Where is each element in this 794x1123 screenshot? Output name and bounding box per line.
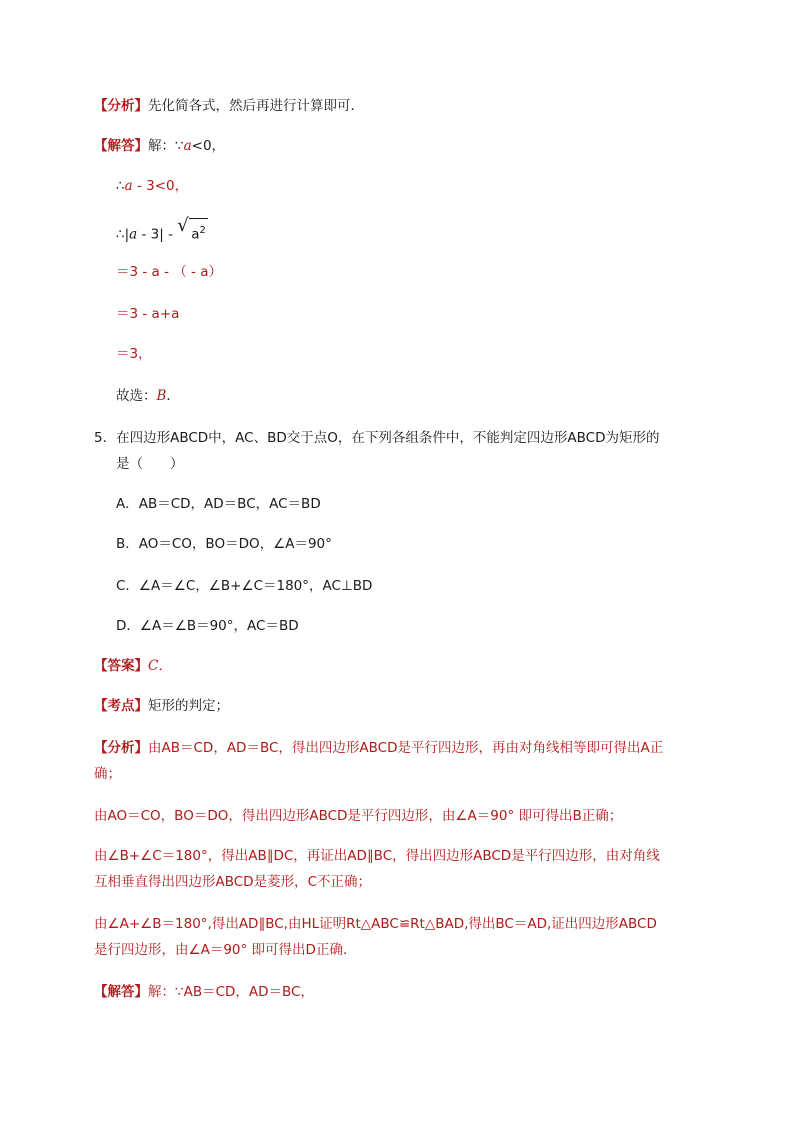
lt-zero: <0， [191, 138, 226, 154]
choose-answer: B [156, 388, 167, 404]
analysis-2-line-1 [94, 738, 663, 758]
therefore-symbol: ∴ [116, 178, 125, 194]
solution-intro: 解：∵ [148, 138, 184, 154]
option-a: A．AB＝CD，AD＝BC，AC＝BD [116, 496, 321, 512]
step1-var: a [124, 178, 133, 194]
solution-step-5: ＝3， [116, 346, 152, 362]
option-d: D．∠A＝∠B＝90°，AC＝BD [116, 618, 299, 634]
question-number: 5． [94, 430, 117, 446]
analysis-1 [94, 96, 364, 116]
analysis-2-line-5: 互相垂直得出四边形ABCD是菱形，C不正确； [94, 874, 372, 890]
exponent: 2 [199, 225, 206, 236]
solution-step-3: ＝3 - a - （ - a） [116, 264, 222, 280]
kaodian-tag: 【考点】 [94, 698, 148, 714]
question-stem: 在四边形ABCD中，AC、BD交于点O，在下列各组条件中，不能判定四边形ABCD为矩形的 [116, 430, 660, 446]
solution-step-4: ＝3 - a+a [116, 306, 180, 322]
question-5-stem-2: 是（ ） [116, 456, 184, 472]
answer-text: C． [148, 658, 172, 674]
kaodian-text: 矩形的判定； [148, 698, 229, 714]
sqrt-icon: √ [177, 215, 189, 236]
solution-step-1 [116, 176, 188, 196]
question-5-stem [94, 428, 659, 448]
analysis2-tag: 【分析】 [94, 740, 148, 756]
solution2-text: 解：∵AB＝CD，AD＝BC， [148, 984, 314, 1000]
radicand: a [191, 226, 200, 243]
choose-label: 故选： [116, 388, 157, 404]
analysis2-text: 由AB＝CD，AD＝BC，得出四边形ABCD是平行四边形，再由对角线相等即可得出A正 [148, 740, 664, 756]
analysis-2-line-3: 由AO＝CO，BO＝DO，得出四边形ABCD是平行四边形，由∠A＝90° 即可得出B正确； [94, 808, 623, 824]
analysis-2-line-6: 由∠A+∠B＝180°,得出AD∥BC,由HL证明Rt△ABC≌Rt△BAD,得出BC＝AD,证出四边形ABCD [94, 916, 657, 932]
kaodian [94, 696, 229, 716]
analysis-2-line-7: 是行四边形，由∠A＝90° 即可得出D正确． [94, 942, 357, 958]
solution2-tag: 【解答】 [94, 984, 148, 1000]
solution-1-intro [94, 136, 225, 156]
sqrt-expression [177, 215, 208, 245]
step2-var: a [129, 226, 138, 243]
analysis-2-line-2: 确； [94, 766, 121, 782]
option-b: B．AO＝CO，BO＝DO，∠A＝90° [116, 536, 332, 552]
choose-end: ． [166, 388, 180, 404]
solution-choose [116, 386, 180, 406]
answer-tag: 【答案】 [94, 658, 148, 674]
analysis-tag: 【分析】 [94, 98, 148, 114]
analysis-2-line-4: 由∠B+∠C＝180°，得出AB∥DC，再证出AD∥BC，得出四边形ABCD是平行四边形，由对角线 [94, 848, 660, 864]
option-c: C．∠A＝∠C，∠B+∠C＝180°，AC⊥BD [116, 578, 373, 594]
step1-rest: - 3<0， [132, 178, 189, 194]
solution-tag: 【解答】 [94, 138, 148, 154]
solution-2 [94, 982, 314, 1002]
solution-step-2 [116, 215, 208, 245]
analysis-text: 先化简各式，然后再进行计算即可． [148, 98, 364, 114]
answer [94, 656, 172, 676]
abs-open: ∴| [116, 226, 130, 243]
variable-a: a [183, 138, 192, 154]
step2-mid: - 3| - [137, 226, 178, 243]
